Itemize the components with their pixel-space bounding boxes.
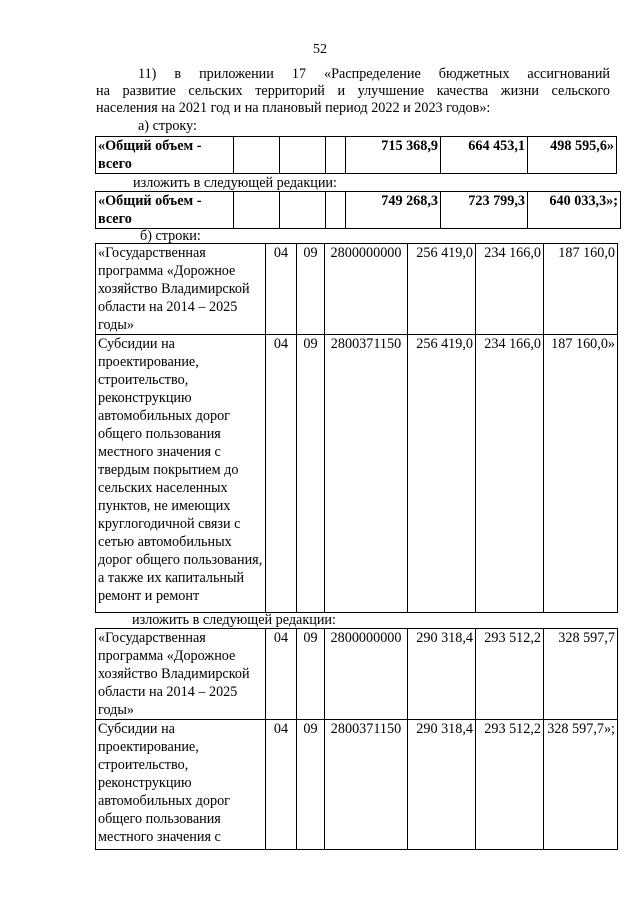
row-v2: 293 512,2 [476,720,544,850]
table-a-v3: 498 595,6» [528,137,617,174]
row-subsection: 09 [297,720,325,850]
row-v3: 328 597,7»; [544,720,618,850]
intro-paragraph [96,66,610,117]
row-section: 04 [266,335,297,613]
row-v2: 293 512,2 [476,629,544,720]
table-b-v2: 723 799,3 [441,192,528,229]
row-subsection: 09 [297,244,325,335]
row-v1: 256 419,0 [408,335,476,613]
table-a-v1: 715 368,9 [346,137,441,174]
row-subsection: 09 [297,335,325,613]
row-name: «Государственная программа «Дорожное хозяйство Владимирской области на 2014 – 2025 годы» [96,244,266,335]
table-a-row [96,137,617,174]
intro-line-2: на развитие сельских территорий и улучшение качества жизни сельского [96,83,610,99]
row-code: 2800371150 [325,335,408,613]
page-number: 52 [313,42,327,57]
row-v2: 234 166,0 [476,244,544,335]
row-v3: 187 160,0 [544,244,618,335]
row-v1: 290 318,4 [408,720,476,850]
label-replace-1: изложить в следующей редакции: [133,175,337,191]
table-row [96,335,618,613]
table-c [95,243,618,613]
table-d [95,628,618,850]
row-section: 04 [266,720,297,850]
row-subsection: 09 [297,629,325,720]
table-row [96,244,618,335]
row-code: 2800000000 [325,244,408,335]
row-section: 04 [266,629,297,720]
intro-line-3: населения на 2021 год и на плановый период 2022 и 2023 годов»: [96,100,491,116]
row-name: Субсидии на проектирование, строительство, реконструкцию автомобильных дорог общего пользования местного значения с [96,720,266,850]
row-v3: 328 597,7 [544,629,618,720]
row-name: «Государственная программа «Дорожное хозяйство Владимирской области на 2014 – 2025 годы» [96,629,266,720]
table-a-name: «Общий объем - всего [96,137,234,174]
table-row [96,720,618,850]
intro-line-1: 11) в приложении 17 «Распределение бюджетных ассигнований [138,66,610,82]
label-b: б) строки: [140,228,201,244]
row-section: 04 [266,244,297,335]
row-v1: 290 318,4 [408,629,476,720]
label-replace-2: изложить в следующей редакции: [132,612,336,628]
table-b-v1: 749 268,3 [346,192,441,229]
table-b-row [96,192,621,229]
table-row [96,629,618,720]
row-v2: 234 166,0 [476,335,544,613]
table-b [95,191,621,229]
table-b-name: «Общий объем - всего [96,192,234,229]
row-v3: 187 160,0» [544,335,618,613]
row-code: 2800371150 [325,720,408,850]
row-name: Субсидии на проектирование, строительство, реконструкцию автомобильных дорог общего пользования местного значения с твердым покрытием до сельских населенных пунктов, не имеющих круглогодичной связи с сетью автомобильных дорог общего пользования, а также их капитальный ремонт и ремонт [96,335,266,613]
table-a [95,136,617,174]
row-code: 2800000000 [325,629,408,720]
row-v1: 256 419,0 [408,244,476,335]
table-b-v3: 640 033,3»; [528,192,621,229]
table-a-v2: 664 453,1 [441,137,528,174]
label-a: а) строку: [138,118,197,134]
